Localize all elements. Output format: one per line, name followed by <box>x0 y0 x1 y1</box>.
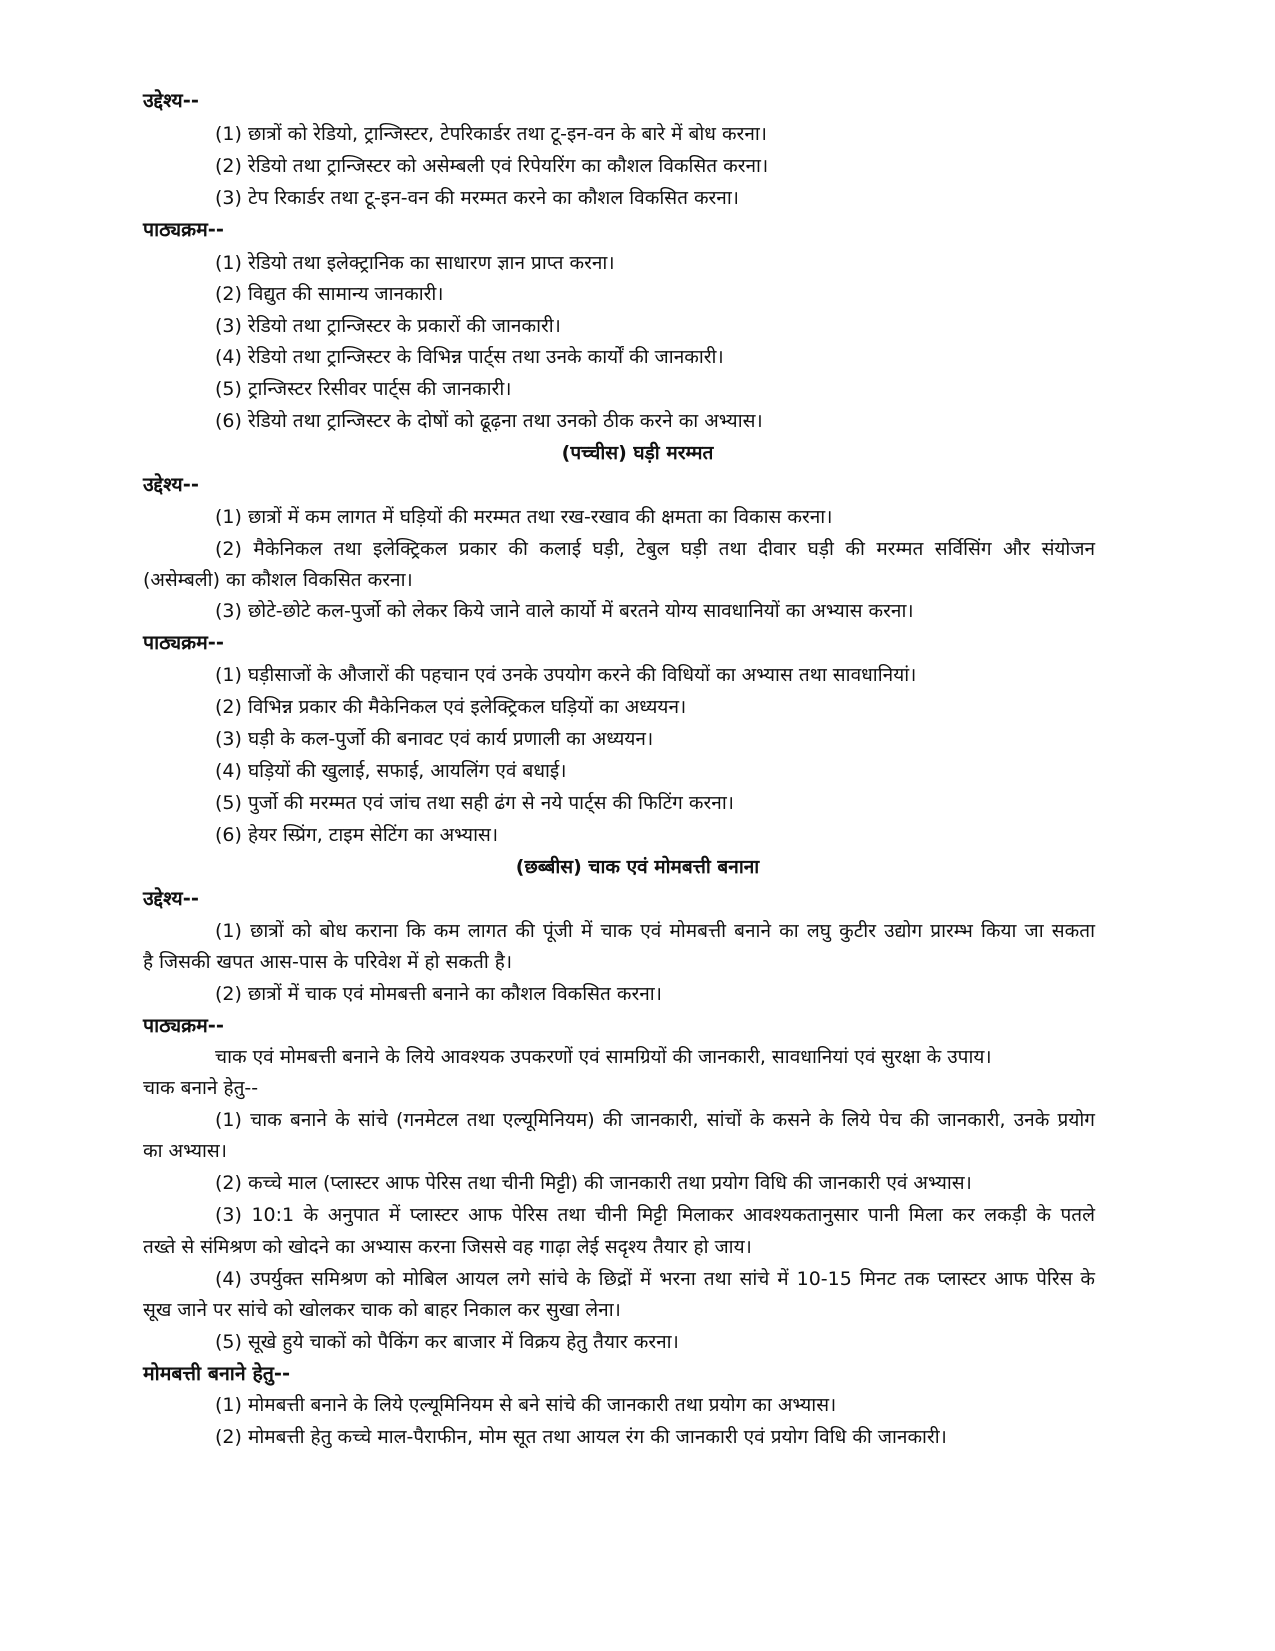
objective-item: (1) छात्रों में कम लागत में घड़ियों की मरम्मत तथा रख-रखाव की क्षमता का विकास करना। <box>215 506 833 528</box>
syllabus-item: (1) घड़ीसाजों के औजारों की पहचान एवं उनके उपयोग करने की विधियों का अभ्यास तथा सावधानियां। <box>215 664 917 686</box>
syllabus-item: (6) हेयर स्प्रिंग, टाइम सेटिंग का अभ्यास। <box>215 824 499 846</box>
syllabus-item: (4) घड़ियों की खुलाई, सफाई, आयलिंग एवं बधाई। <box>215 760 567 782</box>
objectives-heading: उद्देश्य-- <box>143 473 199 496</box>
syllabus-intro: चाक एवं मोमबत्ती बनाने के लिये आवश्यक उपकरणों एवं सामग्रियों की जानकारी, सावधानियां एवं सुरक्षा के उपाय। <box>215 1046 992 1068</box>
objective-item: (3) छोटे-छोटे कल-पुर्जो को लेकर किये जाने वाले कार्यो में बरतने योग्य सावधानियों का अभ्यास करना। <box>215 600 914 622</box>
objective-item: (2) रेडियो तथा ट्रान्जिस्टर को असेम्बली एवं रिपेयरिंग का कौशल विकसित करना। <box>215 155 769 177</box>
chalk-step: (1) चाक बनाने के सांचे (गनमेटल तथा एल्यूमिनियम) की जानकारी, सांचों के कसने के लिये पेच की जानकारी, उनके प्रयोग <box>215 1109 1095 1131</box>
syllabus-item: (3) रेडियो तथा ट्रान्जिस्टर के प्रकारों की जानकारी। <box>215 315 561 337</box>
syllabus-item: (5) पुर्जो की मरम्मत एवं जांच तथा सही ढंग से नये पार्ट्स की फिटिंग करना। <box>215 792 734 814</box>
objective-item-continued: है जिसकी खपत आस-पास के परिवेश में हो सकती है। <box>143 951 513 973</box>
candle-step: (2) मोमबत्ती हेतु कच्चे माल-पैराफीन, मोम सूत तथा आयल रंग की जानकारी एवं प्रयोग विधि की जानकारी। <box>215 1426 947 1448</box>
objective-item: (2) छात्रों में चाक एवं मोमबत्ती बनाने का कौशल विकसित करना। <box>215 983 662 1005</box>
syllabus-heading: पाठ्यक्रम-- <box>143 1014 224 1037</box>
chalk-step: (4) उपर्युक्त समिश्रण को मोबिल आयल लगे सांचे के छिद्रों में भरना तथा सांचे में 10-15 मिनट तक प्लास्टर आफ पेरिस के <box>215 1268 1095 1290</box>
chalk-step-continued: तख्ते से संमिश्रण को खोदने का अभ्यास करना जिससे वह गाढ़ा लेई सदृश्य तैयार हो जाय। <box>143 1236 752 1258</box>
section-heading-watch-repair: (पच्चीस) घड़ी मरम्मत <box>561 442 714 464</box>
candle-making-subheading: मोमबत्ती बनाने हेतु-- <box>143 1362 291 1385</box>
objective-item-continued: (असेम्बली) का कौशल विकसित करना। <box>143 569 413 591</box>
objective-item: (3) टेप रिकार्डर तथा टू-इन-वन की मरम्मत करने का कौशल विकसित करना। <box>215 187 739 209</box>
chalk-step-continued: का अभ्यास। <box>143 1140 227 1162</box>
chalk-step-continued: सूख जाने पर सांचे को खोलकर चाक को बाहर निकाल कर सुखा लेना। <box>143 1299 621 1321</box>
section-heading-chalk-candle: (छब्बीस) चाक एवं मोमबत्ती बनाना <box>515 856 760 878</box>
syllabus-item: (2) विद्युत की सामान्य जानकारी। <box>215 283 444 305</box>
objectives-heading: उद्देश्य-- <box>143 887 199 910</box>
syllabus-item: (6) रेडियो तथा ट्रान्जिस्टर के दोषों को ढूढ़ना तथा उनको ठीक करने का अभ्यास। <box>215 410 763 432</box>
syllabus-heading: पाठ्यक्रम-- <box>143 218 224 241</box>
objective-item: (1) छात्रों को बोध कराना कि कम लागत की पूंजी में चाक एवं मोमबत्ती बनाने का लघु कुटीर उद्योग प्रारम्भ किया जा सकता <box>215 920 1095 942</box>
chalk-step: (3) 10:1 के अनुपात में प्लास्टर आफ पेरिस तथा चीनी मिट्टी मिलाकर आवश्यकतानुसार पानी मिला कर लकड़ी के पतले <box>215 1204 1095 1226</box>
objective-item: (2) मैकेनिकल तथा इलेक्ट्रिकल प्रकार की कलाई घड़ी, टेबुल घड़ी तथा दीवार घड़ी की मरम्मत सर्विसिंग और संयोजन <box>215 538 1095 560</box>
syllabus-item: (3) घड़ी के कल-पुर्जो की बनावट एवं कार्य प्रणाली का अध्ययन। <box>215 728 654 750</box>
chalk-step: (5) सूखे हुये चाकों को पैकिंग कर बाजार में विक्रय हेतु तैयार करना। <box>215 1331 679 1353</box>
chalk-step: (2) कच्चे माल (प्लास्टर आफ पेरिस तथा चीनी मिट्टी) की जानकारी तथा प्रयोग विधि की जानकारी एवं अभ्यास। <box>215 1172 972 1194</box>
syllabus-item: (2) विभिन्न प्रकार की मैकेनिकल एवं इलेक्ट्रिकल घड़ियों का अध्ययन। <box>215 696 687 718</box>
objective-item: (1) छात्रों को रेडियो, ट्रान्जिस्टर, टेपरिकार्डर तथा टू-इन-वन के बारे में बोध करना। <box>215 123 767 145</box>
objectives-heading: उद्देश्य-- <box>143 89 199 112</box>
candle-step: (1) मोमबत्ती बनाने के लिये एल्यूमिनियम से बने सांचे की जानकारी तथा प्रयोग का अभ्यास। <box>215 1394 837 1416</box>
chalk-making-subheading: चाक बनाने हेतु-- <box>143 1077 259 1099</box>
syllabus-item: (5) ट्रान्जिस्टर रिसीवर पार्ट्स की जानकारी। <box>215 378 512 400</box>
syllabus-item: (4) रेडियो तथा ट्रान्जिस्टर के विभिन्न पार्ट्स तथा उनके कार्यों की जानकारी। <box>215 346 724 368</box>
syllabus-item: (1) रेडियो तथा इलेक्ट्रानिक का साधारण ज्ञान प्राप्त करना। <box>215 252 615 274</box>
syllabus-heading: पाठ्यक्रम-- <box>143 631 224 654</box>
